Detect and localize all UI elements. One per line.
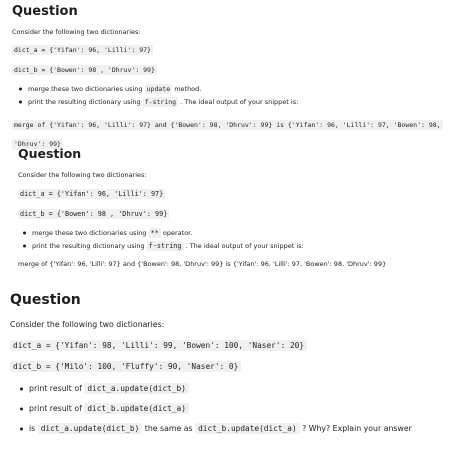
instruction-list	[29, 383, 412, 434]
list-item: print the resulting dictionary using f-string . The ideal output of your snippet is:	[28, 98, 299, 106]
list-item: merge these two dictionaries using ** operator.	[32, 228, 304, 238]
list-item: is dict_a.update(dict_b) the same as dict_b.update(dict_a) ? Why? Explain your answer	[29, 424, 412, 433]
inline-code: f-string	[148, 242, 182, 250]
expected-output: merge of {'Yifan': 96, 'Lilli': 97} and {'Bowen': 98, 'Dhruv': 99} is {'Yifan': 96, 'Lilli': 97, 'Bowen': 98, 'Dhruv': 99}	[14, 121, 441, 148]
dict-b-code: dict_b = {'Bowen': 98 , 'Dhruv': 99}	[20, 210, 168, 218]
list-item: print result of dict_b.update(dict_a)	[29, 403, 412, 414]
inline-code: dict_b.update(dict_a)	[195, 423, 300, 434]
dict-b-code: dict_b = {'Bowen': 98 , 'Dhruv': 99}	[14, 66, 155, 74]
inline-code: f-string	[144, 98, 177, 106]
dict-a-code: dict_a = {'Yifan': 96, 'Lilli': 97}	[14, 46, 151, 54]
instruction-list	[32, 228, 304, 251]
question-intro: Consider the following two dictionaries:	[10, 320, 165, 329]
inline-code: dict_a.update(dict_b)	[38, 423, 143, 434]
list-item: merge these two dictionaries using update method.	[28, 84, 298, 94]
question-title: Question	[10, 292, 81, 308]
question-title: Question	[18, 146, 82, 161]
list-item: print result of dict_a.update(dict_b)	[29, 383, 412, 394]
expected-output: merge of {'Yifan': 96, 'Lilli': 97} and {'Bowen': 98, 'Dhruv': 99} is {'Yifan': 96, 'Lilli': 97, 'Bowen': 98, 'Dhruv': 99}	[18, 260, 387, 268]
question-intro: Consider the following two dictionaries:	[18, 171, 147, 179]
question-intro: Consider the following two dictionaries:	[12, 28, 141, 36]
inline-code: **	[150, 229, 159, 237]
dict-a-code: dict_a = {'Yifan': 96, 'Lilli': 97}	[20, 190, 164, 198]
instruction-list	[28, 84, 298, 107]
inline-code: dict_b.update(dict_a)	[84, 403, 189, 414]
inline-code: dict_a.update(dict_b)	[84, 383, 189, 394]
inline-code: update	[146, 85, 171, 93]
question-title: Question	[12, 4, 78, 19]
dict-a-code: dict_a = {'Yifan': 98, 'Lilli': 99, 'Bowen': 100, 'Naser': 20}	[10, 340, 307, 351]
dict-b-code: dict_b = {'Milo': 100, 'Fluffy': 90, 'Naser': 0}	[10, 361, 241, 372]
list-item: print the resulting dictionary using f-string . The ideal output of your snippet is:	[32, 242, 304, 250]
